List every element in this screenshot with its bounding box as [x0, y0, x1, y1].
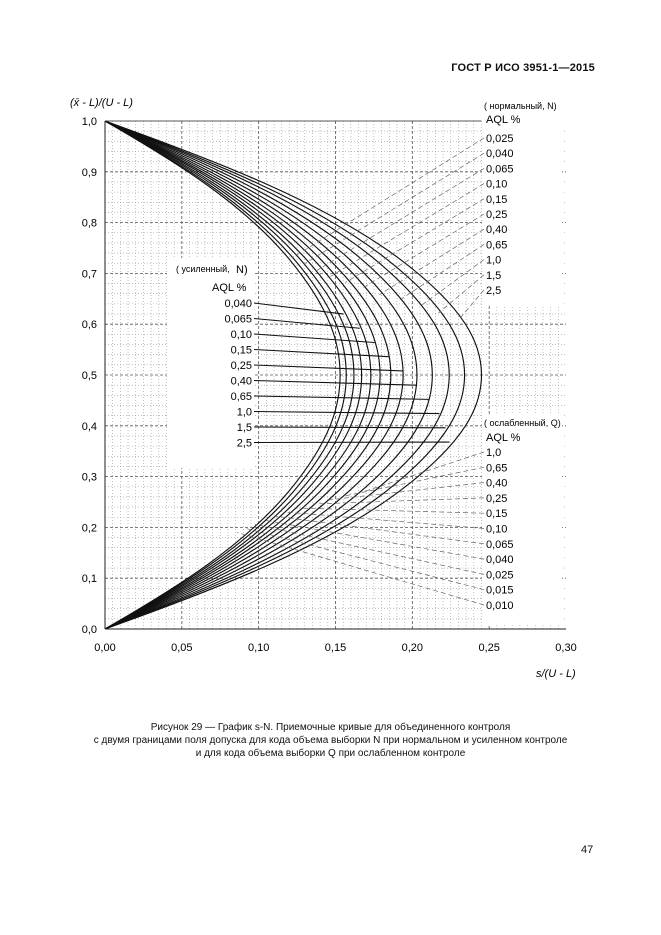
- normal-legend-item: 1,5: [486, 269, 502, 282]
- tightened-legend-item: 1,0: [236, 406, 252, 419]
- x-tick-label: 0,05: [171, 642, 193, 654]
- curve-aql-0-65: [105, 121, 432, 629]
- y-tick-label: 0,2: [81, 522, 97, 535]
- reduced-legend-item: 0,15: [486, 508, 508, 521]
- normal-legend-item: 0,065: [486, 163, 514, 176]
- x-tick-label: 0,00: [94, 642, 116, 654]
- reduced-legend-leader: [287, 512, 484, 528]
- tightened-legend-leader: [254, 365, 403, 371]
- normal-legend-item: 2,5: [486, 285, 502, 297]
- reduced-legend-item: 0,010: [486, 600, 514, 612]
- tightened-legend-item: 0,65: [230, 391, 252, 403]
- normal-legend-item: 0,040: [486, 148, 514, 161]
- curve-aql-0-25: [105, 121, 403, 629]
- tightened-legend-item: 2,5: [236, 437, 252, 450]
- reduced-legend-leader: [328, 483, 484, 500]
- reduced-legend-subtitle: AQL %: [486, 432, 521, 444]
- caption-line: с двумя границами поля допуска для кода объема выборки N при нормальном и усиленном контроле: [93, 735, 568, 746]
- x-tick-label: 0,10: [247, 642, 270, 654]
- tightened-legend-item: 0,25: [230, 360, 252, 372]
- x-tick-label: 0,30: [555, 642, 577, 654]
- reduced-legend-item: 0,40: [486, 477, 508, 490]
- normal-legend-leader: [331, 184, 484, 277]
- reduced-legend-leader: [276, 516, 484, 544]
- reduced-legend-item: 0,25: [486, 492, 508, 505]
- y-tick-label: 1,0: [81, 116, 97, 128]
- tightened-legend-title-code: N): [236, 264, 248, 276]
- normal-legend-leader: [317, 168, 484, 270]
- document-code: ГОСТ Р ИСО 3951-1—2015: [451, 62, 595, 74]
- normal-legend-subtitle: AQL %: [486, 114, 521, 126]
- y-tick-label: 0,9: [81, 166, 97, 179]
- normal-legend-item: 0,025: [486, 133, 514, 145]
- x-tick-label: 0,20: [401, 642, 424, 654]
- reduced-legend-item: 1,0: [486, 447, 502, 459]
- normal-legend-leader: [459, 290, 484, 319]
- y-tick-label: 0,6: [81, 319, 97, 332]
- normal-legend-item: 0,10: [486, 178, 508, 191]
- tightened-legend-leader: [254, 319, 360, 329]
- tightened-legend-item: 0,10: [230, 329, 252, 341]
- caption-line: и для кода объема выборки Q при ослабленном контроле: [195, 748, 466, 759]
- x-axis-label: s/(U - L): [536, 668, 576, 680]
- tightened-legend-item: 0,40: [230, 375, 252, 388]
- normal-legend-leader: [304, 153, 484, 264]
- tightened-legend-subtitle: AQL %: [212, 282, 247, 294]
- y-tick-label: 0,4: [81, 420, 97, 433]
- reduced-legend-item: 0,025: [486, 569, 514, 582]
- caption-line: Рисунок 29 — График s-N. Приемочные кривые для объединенного контроля: [150, 722, 511, 733]
- figure-caption: [0, 721, 661, 760]
- reduced-legend-item: 0,10: [486, 523, 508, 536]
- reduced-legend-item: 0,015: [486, 584, 514, 597]
- tightened-legend-item: 0,040: [224, 298, 252, 310]
- reduced-legend-leader: [255, 524, 484, 574]
- normal-legend-item: 1,0: [486, 254, 502, 267]
- y-tick-label: 0,5: [81, 370, 97, 382]
- normal-legend-item: 0,25: [486, 209, 508, 221]
- reduced-legend-item: 0,065: [486, 538, 514, 551]
- normal-legend-item: 0,40: [486, 224, 508, 237]
- y-axis-label: (x̄ - L)/(U - L): [70, 97, 133, 109]
- tightened-legend-title: ( усиленный,: [176, 264, 230, 274]
- reduced-legend-item: 0,65: [486, 462, 508, 475]
- tightened-legend-item: 0,15: [230, 344, 252, 357]
- y-tick-label: 0,0: [81, 624, 97, 636]
- tightened-legend-leader: [254, 303, 344, 314]
- tightened-legend-leader: [254, 396, 429, 399]
- y-tick-label: 0,1: [81, 573, 97, 586]
- tightened-legend-leader: [254, 427, 446, 428]
- normal-legend-leader: [292, 138, 484, 258]
- tightened-legend-item: 1,5: [236, 422, 252, 434]
- y-tick-label: 0,7: [81, 268, 97, 281]
- reduced-legend-leader: [345, 467, 484, 496]
- x-tick-label: 0,25: [478, 642, 500, 654]
- y-tick-label: 0,3: [81, 471, 97, 484]
- reduced-legend-title: ( ослабленный, Q): [484, 418, 561, 428]
- y-tick-label: 0,8: [81, 217, 97, 230]
- x-tick-label: 0,15: [324, 642, 347, 654]
- reduced-legend-item: 0,040: [486, 554, 514, 567]
- tightened-legend-item: 0,065: [224, 313, 252, 326]
- page-number: 47: [581, 844, 594, 856]
- normal-legend-item: 0,65: [486, 239, 508, 252]
- normal-legend-title: ( нормальный, N): [484, 101, 557, 111]
- normal-legend-item: 0,15: [486, 193, 508, 206]
